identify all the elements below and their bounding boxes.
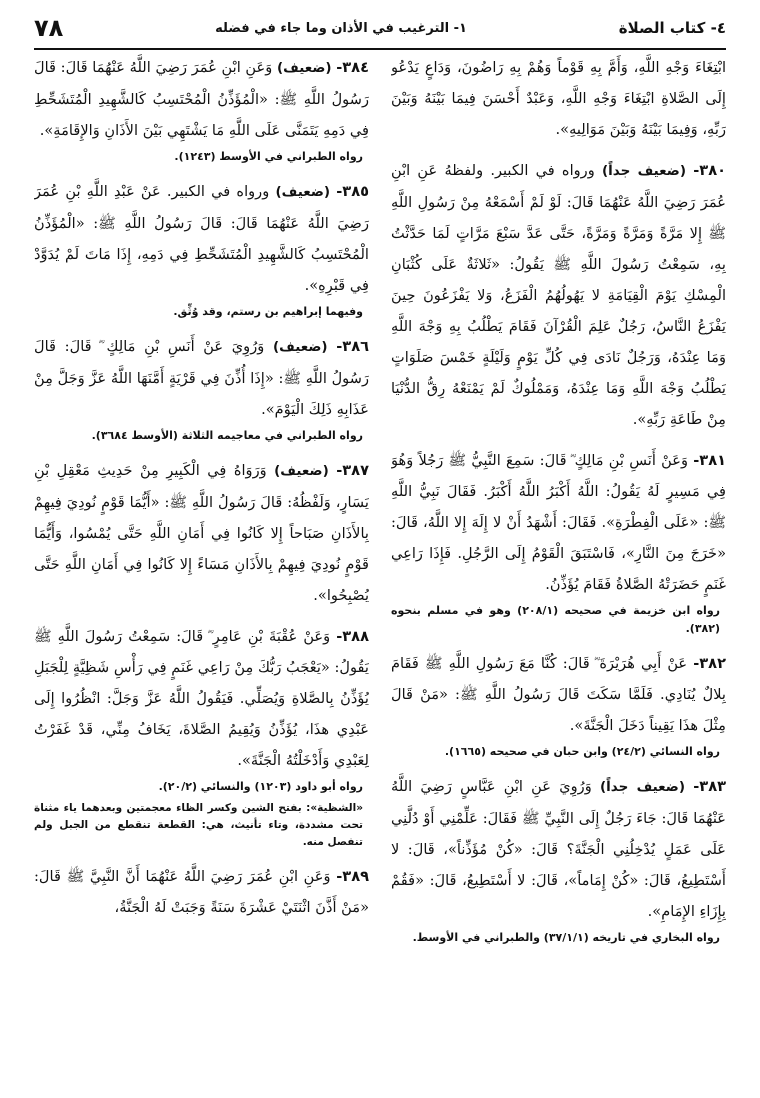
hadith-text: وَرَوَاهُ فِي الْكَبِيرِ مِنْ حَدِيثِ مَعْقِلِ بْنِ يَسَارٍ، وَلَفْظُهُ: قَالَ رَسُولُ اللَّهِ ﷺ: «أَيُّمَا قَوْمٍ نُودِيَ فِيهِمْ بِالأَذَانِ صَبَاحاً إِلا كَانُوا فِي أَمَانِ اللَّهِ حَتَّى يُمْسُوا، وَأَيُّمَا قَوْمٍ نُودِيَ فِيهِمْ بِالأَذَانِ مَسَاءً إِلا كَانُوا فِي أَمَانِ اللَّهِ حَتَّى يُصْبِحُوا». bbox=[34, 462, 369, 604]
hadith-grade: (ضعيف جداً) bbox=[602, 163, 687, 179]
chapter-title: ٤- كتاب الصلاة bbox=[618, 19, 726, 37]
section-title: ١- الترغيب في الأذان وما جاء في فضله bbox=[215, 20, 467, 36]
hadith-388 bbox=[34, 621, 369, 851]
hadith-number: ٣٨٩- bbox=[336, 868, 369, 885]
right-column bbox=[391, 52, 726, 1078]
hadith-source: رواه النسائي (٢٤/٢) وابن حبان في صحيحه (١٦٦٥). bbox=[444, 745, 720, 758]
two-column-body bbox=[34, 52, 726, 1078]
hadith-387 bbox=[34, 455, 369, 611]
left-column bbox=[34, 52, 369, 1078]
hadith-number: ٣٨٤- bbox=[336, 59, 369, 76]
hadith-source: رواه البخاري في تاريخه (٣٧/١/١) والطبراني في الأوسط. bbox=[412, 931, 720, 944]
hadith-continuation bbox=[391, 52, 726, 145]
hadith-text: وَعَنْ عُقْبَةَ بْنِ عَامِرٍ ؓ قَالَ: سَمِعْتُ رَسُولَ اللَّهِ ﷺ يَقُولُ: «يَعْجَبُ رَبُّكَ مِنْ رَاعِي غَنَمٍ فِي رَأْسِ شَظِيَّةٍ لِلْجَبَلِ يُؤَذِّنُ بِالصَّلاةِ وَيُصَلِّي. فَيَقُولُ اللَّهُ عَزَّ وَجَلَّ: انْظُرُوا إِلَى عَبْدِي هذَا، يُؤَذِّنُ وَيُقِيمُ الصَّلاةَ، يَخَافُ مِنِّي، قَدْ غَفَرْتُ لِعَبْدِي وَأَدْخَلْتُهُ الْجَنَّةَ». bbox=[34, 628, 369, 769]
hadith-text: وَرُوِيَ عَنِ ابْنِ عَبَّاسٍ رَضِيَ اللَّهُ عَنْهُمَا قَالَ: جَاءَ رَجُلٌ إِلَى النَّبِيِّ ﷺ فَقَالَ: عَلِّمْنِي أَوْ دُلَّنِي عَلَى عَمَلٍ يُدْخِلُنِي الْجَنَّةَ؟ قَالَ: «كُنْ مُؤَذِّناً»، قَالَ: لا أَسْتَطِيعُ، قَالَ: «كُنْ إِمَاماً»، قَالَ: لا أَسْتَطِيعُ، قَالَ: «فَقُمْ بِإِزَاءِ الإِمَامِ». bbox=[391, 778, 726, 920]
hadith-text: عَنْ أَبِي هُرَيْرَةَ ؓ قَالَ: كُنَّا مَعَ رَسُولِ اللَّهِ ﷺ فَقَامَ بِلالٌ يُنَادِي. فَلَمَّا سَكَتَ قَالَ رَسُولُ اللَّهِ ﷺ: «مَنْ قَالَ مِثْلَ هذَا يَقِيناً دَخَلَ الْجَنَّةَ». bbox=[391, 655, 726, 734]
page-number: ٧٨ bbox=[34, 14, 64, 42]
hadith-text: ورواه في الكبير. ولفظهُ عَنِ ابْنِ عُمَرَ رَضِيَ اللَّهُ عَنْهُمَا قَالَ: لَوْ لَمْ أَسْمَعْهُ مِنْ رَسُولِ اللَّهِ ﷺ إِلا مَرَّةً وَمَرَّةً وَمَرَّةً، حَتَّى عَدَّ سَبْعَ مَرَّاتٍ لَمَا حَدَّثْتُ بِهِ، سَمِعْتُ رَسُولَ اللَّهِ ﷺ يَقُولُ: «ثَلاثَةٌ عَلَى كُثْبَانِ الْمِسْكِ يَوْمَ الْقِيَامَةِ لا يَهُولُهُمُ الْفَزَعُ، وَلا يَفْزَعُونَ حِينَ يَفْزَعُ النَّاسُ، رَجُلٌ عَلِمَ الْقُرْآنَ فَقَامَ يَطْلُبُ بِهِ وَجْهَ اللَّهِ وَمَا عِنْدَهُ، وَرَجُلٌ نَادَى فِي كُلِّ يَوْمٍ وَلَيْلَةٍ خَمْسَ صَلَوَاتٍ يَطْلُبُ وَجْهَ اللَّهِ وَمَا عِنْدَهُ، وَمَمْلُوكٌ لَمْ يَمْنَعْهُ رِقُّ الدُّنْيَا مِنْ طَاعَةِ رَبِّهِ». bbox=[391, 162, 726, 428]
hadith-number: ٣٨٦- bbox=[336, 338, 369, 355]
hadith-grade: (ضعيف جداً) bbox=[600, 779, 686, 795]
hadith-text: وَعَنْ أَنَسِ بْنِ مَالِكٍ ؓ قَالَ: سَمِعَ النَّبِيُّ ﷺ رَجُلاً وَهُوَ فِي مَسِيرٍ لَهُ يَقُولُ: اللَّهُ أَكْبَرُ اللَّهُ أَكْبَرُ. فَقَالَ نَبِيُّ اللَّهِ ﷺ: «عَلَى الْفِطْرَةِ». فَقَالَ: أَشْهَدُ أَنْ لا إِلَهَ إِلا اللَّهُ، قَالَ: «خَرَجَ مِنَ النَّارِ»، فَاسْتَبَقَ الْقَوْمُ إِلَى الرَّجُلِ. فَإِذَا رَاعِي غَنَمٍ حَضَرَتْهُ الصَّلاةُ فَقَامَ يُؤَذِّنُ. bbox=[391, 452, 726, 593]
hadith-grade: (ضعيف) bbox=[272, 339, 328, 355]
hadith-text: وَعَنِ ابْنِ عُمَرَ رَضِيَ اللَّهُ عَنْهُمَا قَالَ: قَالَ رَسُولُ اللَّهِ ﷺ: «الْمُؤَذِّنُ الْمُحْتَسِبُ كَالشَّهِيدِ الْمُتَشَحِّطِ فِي دَمِهِ يَتَمَنَّى عَلَى اللَّهِ مَا يَشْتَهِي بَيْنَ الأَذَانِ وَالإِقَامَةِ». bbox=[34, 59, 369, 139]
hadith-381 bbox=[391, 445, 726, 638]
hadith-number: ٣٨٧- bbox=[336, 462, 369, 479]
hadith-number: ٣٨٣- bbox=[693, 778, 726, 795]
hadith-grade: (ضعيف) bbox=[274, 463, 329, 479]
running-header bbox=[34, 8, 726, 50]
hadith-grade: (ضعيف) bbox=[276, 60, 332, 76]
hadith-382 bbox=[391, 648, 726, 761]
hadith-text: وَعَنِ ابْنِ عُمَرَ رَضِيَ اللَّهُ عَنْهُمَا أَنَّ النَّبِيَّ ﷺ قَالَ: «مَنْ أَذَّنَ اثْنَتَيْ عَشْرَةَ سَنَةً وَجَبَتْ لَهُ الْجَنَّةُ، bbox=[34, 868, 369, 916]
hadith-380 bbox=[391, 155, 726, 435]
hadith-number: ٣٨٠- bbox=[693, 162, 726, 179]
hadith-number: ٣٨٢- bbox=[693, 655, 726, 672]
hadith-385 bbox=[34, 176, 369, 321]
hadith-text: ورواه في الكبير. عَنْ عَبْدِ اللَّهِ بْنِ عُمَرَ رَضِيَ اللَّهُ عَنْهُمَا قَالَ: قَالَ رَسُولُ اللَّهِ ﷺ: «الْمُؤَذِّنُ الْمُحْتَسِبُ كَالشَّهِيدِ الْمُتَشَحِّطِ فِي دَمِهِ، إِذَا مَاتَ لَمْ يُدَوَّدْ فِي قَبْرِهِ». bbox=[34, 183, 369, 294]
hadith-source: رواه الطبراني في الأوسط (١٢٤٣). bbox=[174, 150, 363, 163]
hadith-grade: (ضعيف) bbox=[275, 184, 331, 200]
hadith-386 bbox=[34, 331, 369, 445]
hadith-footnote: «الشظية»: بفتح الشين وكسر الظاء معجمتين وبعدهما ياء مثناة تحت مشددة، وتاء تأنيث، هي: القطعة تنقطع من الجبل ولم تنفصل منه. bbox=[34, 802, 363, 848]
hadith-source: وفيهما إبراهيم بن رستم، وقد وُثِّق. bbox=[173, 305, 363, 318]
hadith-source: رواه ابن خزيمة في صحيحه (٢٠٨/١) وهو في مسلم بنحوه (٣٨٢). bbox=[391, 604, 720, 635]
hadith-389 bbox=[34, 861, 369, 923]
hadith-number: ٣٨٨- bbox=[336, 628, 369, 645]
hadith-text: ابْتِغَاءَ وَجْهِ اللَّهِ، وَأَمَّ بِهِ قَوْماً وَهُمْ بِهِ رَاضُونَ، وَدَاعٍ يَدْعُو إِلَى الصَّلاةِ ابْتِغَاءَ وَجْهِ اللَّهِ، وَعَبْدٌ أَحْسَنَ فِيمَا بَيْنَهُ وَبَيْنَ رَبِّهِ، وَفِيمَا بَيْنَهُ وَبَيْنَ مَوَالِيهِ». bbox=[391, 59, 726, 138]
hadith-383 bbox=[391, 771, 726, 947]
hadith-number: ٣٨١- bbox=[693, 452, 726, 469]
hadith-source: رواه أبو داود (١٢٠٣) والنسائي (٢٠/٢). bbox=[158, 780, 363, 793]
hadith-384 bbox=[34, 52, 369, 166]
hadith-source: رواه الطبراني في معاجيمه الثلاثة (الأوسط ٣٦٨٤). bbox=[91, 429, 363, 442]
hadith-number: ٣٨٥- bbox=[336, 183, 369, 200]
hadith-text: وَرُوِيَ عَنْ أَنَسِ بْنِ مَالِكٍ ؓ قَالَ: قَالَ رَسُولُ اللَّهِ ﷺ: «إِذَا أُذِّنَ فِي قَرْيَةٍ أَمَّنَهَا اللَّهُ عَزَّ وَجَلَّ مِنْ عَذَابِهِ ذَلِكَ الْيَوْمَ». bbox=[34, 338, 369, 418]
